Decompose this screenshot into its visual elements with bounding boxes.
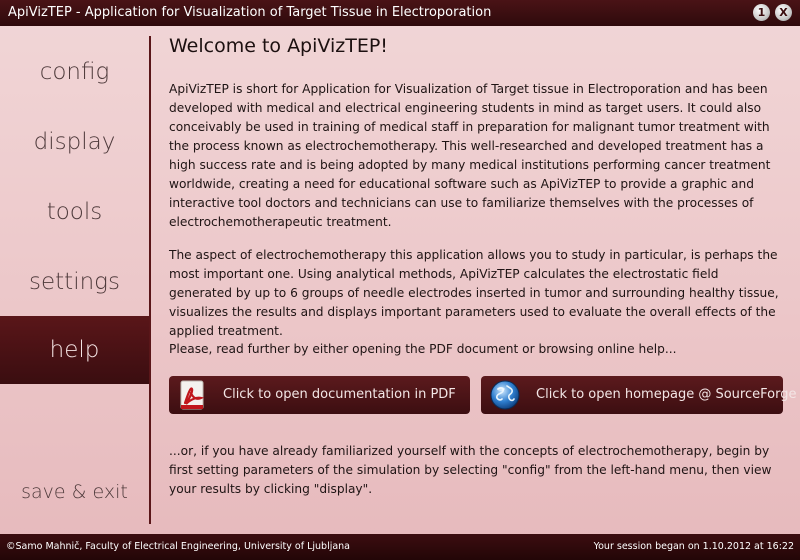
- sidebar-item-settings[interactable]: settings: [29, 269, 120, 295]
- copyright-text: ©Samo Mahnič, Faculty of Electrical Engineering, University of Ljubljana: [6, 541, 351, 552]
- sidebar-item-save-exit[interactable]: save & exit: [21, 481, 128, 503]
- aspect-paragraph: The aspect of electrochemotherapy this application allows you to study in particular, is perhaps the most important one. Using analytical methods, ApiVizTEP calculates the electrostatic field generated by up to 6 groups of needle electrodes inserted in tumor and surrounding healthy tissue, visualizes the results and displays important parameters used to evaluate the overall effects of the applied treatment.: [169, 248, 779, 338]
- sidebar-item-display[interactable]: display: [33, 129, 116, 155]
- globe-icon: [489, 379, 521, 411]
- window-title: ApiVizTEP - Application for Visualization of Target Tissue in Electroporation: [8, 5, 492, 20]
- sidebar-item-tools[interactable]: tools: [46, 199, 103, 225]
- page-title: Welcome to ApiVizTEP!: [169, 35, 388, 57]
- sidebar-divider: [149, 36, 151, 524]
- sidebar-menu: [0, 26, 149, 534]
- getting-started-paragraph: ...or, if you have already familiarized yourself with the concepts of electrochemotherapy, begin by first setting parameters of the simulation by selecting "config" from the left-hand menu, then view your results by clicking "display".: [169, 444, 772, 496]
- open-homepage-button[interactable]: [481, 376, 797, 414]
- intro-paragraph: ApiVizTEP is short for Application for Visualization of Target tissue in Electroporation and has been developed with medical and electrical engineering students in mind as target users. It could also conceivably be used in training of medical staff in preparation for malignant tumor treatment with the process known as electrochemotherapy. This well-researched and developed treatment has a high success rate and is being adopted by many medical institutions performing cancer treatment worldwide, creating a need for educational software such as ApiVizTEP to provide a graphic and interactive tool doctors and technicians can use to familiarize themselves with the processes of electrochemotherapeutic treatment.: [169, 82, 771, 229]
- status-bar: [0, 534, 800, 560]
- open-homepage-label: Click to open homepage @ SourceForge: [536, 387, 797, 402]
- pdf-document-icon: [177, 379, 209, 411]
- open-pdf-label: Click to open documentation in PDF: [223, 387, 456, 402]
- sidebar-item-config[interactable]: config: [39, 59, 110, 85]
- sidebar-item-help[interactable]: help: [0, 316, 149, 384]
- session-start-text: Your session began on 1.10.2012 at 16:22: [593, 541, 794, 552]
- minimize-button[interactable]: 1: [753, 4, 770, 21]
- read-further-text: Please, read further by either opening the PDF document or browsing online help...: [169, 342, 677, 356]
- title-bar[interactable]: [0, 0, 800, 26]
- close-button[interactable]: X: [775, 4, 792, 21]
- open-pdf-button[interactable]: [169, 376, 470, 414]
